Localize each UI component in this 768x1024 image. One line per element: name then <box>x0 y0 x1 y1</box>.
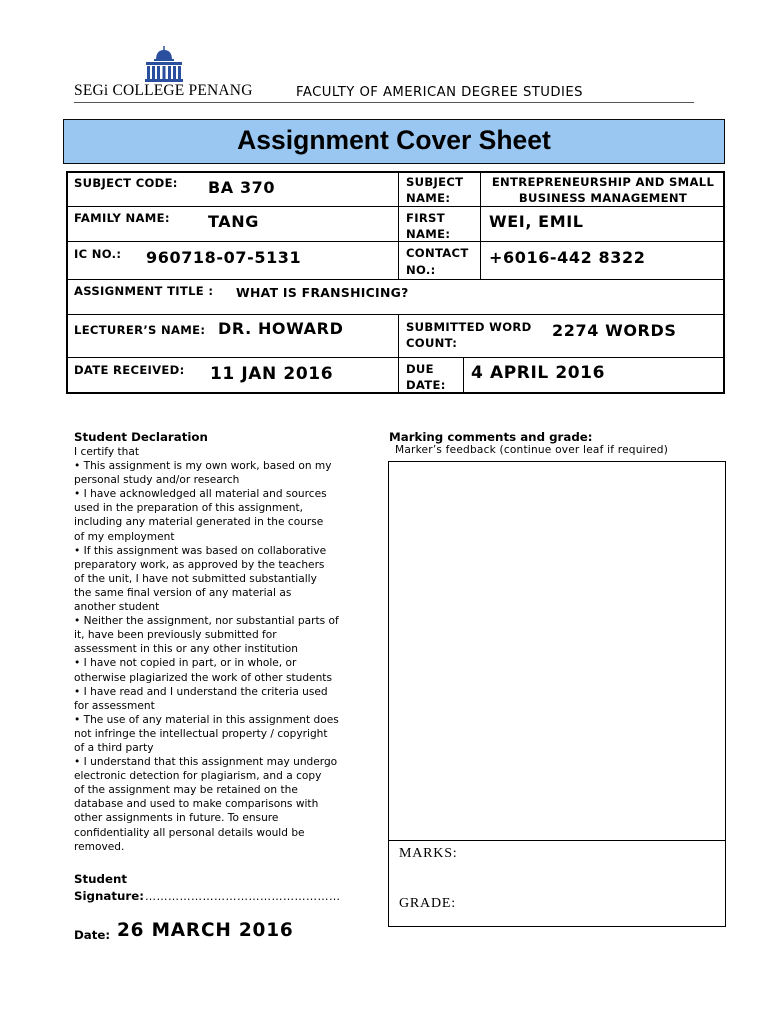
lecturer-name-value: DR. HOWARD <box>218 319 344 338</box>
declaration-line: for assessment <box>74 699 155 712</box>
assignment-title-label: ASSIGNMENT TITLE : <box>74 284 214 298</box>
declaration-line: of my employment <box>74 530 175 543</box>
table-divider <box>68 357 723 358</box>
declaration-line: of a third party <box>74 741 154 754</box>
first-name-label: NAME: <box>406 227 451 241</box>
subject-name-value: ENTREPRENEURSHIP AND SMALL <box>491 175 715 189</box>
ic-no-value: 960718-07-5131 <box>146 248 302 267</box>
declaration-line: including any material generated in the course <box>74 516 324 529</box>
declaration-line: another student <box>74 601 160 614</box>
signature-label: Signature: <box>74 889 144 903</box>
table-divider <box>398 314 399 394</box>
table-divider <box>68 314 723 315</box>
declaration-line: of the assignment may be retained on the <box>74 784 298 797</box>
subject-code-label: SUBJECT CODE: <box>74 176 178 190</box>
date-received-label: DATE RECEIVED: <box>74 363 185 377</box>
declaration-line: • If this assignment was based on collaborative <box>74 544 327 557</box>
declaration-line: I certify that <box>74 446 139 458</box>
table-divider <box>463 357 464 394</box>
lecturer-name-label: LECTURER’S NAME: <box>74 323 206 337</box>
declaration-line: used in the preparation of this assignment, <box>74 502 303 515</box>
marks-divider <box>388 840 726 841</box>
date-value: 26 MARCH 2016 <box>117 920 294 941</box>
family-name-label: FAMILY NAME: <box>74 211 170 225</box>
declaration-line: • I understand that this assignment may undergo <box>74 756 338 769</box>
declaration-line: • I have read and I understand the criteria used <box>74 685 328 698</box>
assignment-title-value: WHAT IS FRANSHICING? <box>236 285 409 300</box>
family-name-value: TANG <box>208 212 259 231</box>
declaration-line: personal study and/or research <box>74 474 240 487</box>
declaration-line: it, have been previously submitted for <box>74 629 277 642</box>
marks-label: MARKS: <box>399 846 458 861</box>
word-count-label: SUBMITTED WORD <box>406 320 532 334</box>
table-divider <box>68 206 723 207</box>
declaration-line: not infringe the intellectual property / copyright <box>74 727 328 740</box>
marker-feedback-label: Marker’s feedback (continue over leaf if required) <box>395 444 669 456</box>
date-label: Date: <box>74 928 111 942</box>
declaration-line: preparatory work, as approved by the teachers <box>74 558 325 571</box>
contact-no-value: +6016-442 8322 <box>489 248 646 267</box>
declaration-line: database and used to make comparisons with <box>74 798 319 811</box>
contact-no-label: CONTACT <box>406 246 469 260</box>
declaration-line: • Neither the assignment, nor substantial parts of <box>74 615 339 628</box>
word-count-value: 2274 WORDS <box>552 321 677 340</box>
subject-name-label: NAME: <box>406 191 451 205</box>
declaration-line: of the unit, I have not submitted substantially <box>74 572 317 585</box>
header-divider <box>74 102 694 103</box>
declaration-line: the same final version of any material as <box>74 586 292 599</box>
faculty-name: FACULTY OF AMERICAN DEGREE STUDIES <box>296 85 583 100</box>
first-name-label: FIRST <box>406 211 445 225</box>
first-name-value: WEI, EMIL <box>489 212 584 231</box>
declaration-line: other assignments in future. To ensure <box>74 812 279 825</box>
page-title: Assignment Cover Sheet <box>237 125 551 155</box>
signature-line: …………………………………………… <box>145 890 341 903</box>
declaration-line: • This assignment is my own work, based on my <box>74 460 332 473</box>
subject-name-label: SUBJECT <box>406 175 464 189</box>
declaration-line: electronic detection for plagiarism, and a copy <box>74 770 322 783</box>
marking-heading: Marking comments and grade: <box>389 430 593 444</box>
college-building-icon <box>143 44 185 84</box>
declaration-heading: Student Declaration <box>74 430 208 444</box>
student-signature-label <box>74 871 144 905</box>
due-date-label: DUE <box>406 362 434 376</box>
due-date-label: DATE: <box>406 378 446 392</box>
ic-no-label: IC NO.: <box>74 247 122 261</box>
due-date-value: 4 APRIL 2016 <box>471 363 606 383</box>
declaration-line: confidentiality all personal details would be <box>74 826 305 839</box>
declaration-line: otherwise plagiarized the work of other students <box>74 671 332 684</box>
subject-name-value: BUSINESS MANAGEMENT <box>518 191 688 205</box>
declaration-line: • I have not copied in part, or in whole, or <box>74 657 297 670</box>
declaration-line: • The use of any material in this assignment does <box>74 713 339 726</box>
table-divider <box>68 241 723 242</box>
grade-label: GRADE: <box>399 896 456 911</box>
contact-no-label: NO.: <box>406 263 436 277</box>
student-label: Student <box>74 872 128 886</box>
subject-code-value: BA 370 <box>208 178 276 197</box>
date-received-value: 11 JAN 2016 <box>210 364 334 384</box>
declaration-line: removed. <box>74 840 125 853</box>
table-divider <box>68 279 723 280</box>
student-info-table <box>66 171 725 394</box>
declaration-line: • I have acknowledged all material and sources <box>74 488 327 501</box>
word-count-label: COUNT: <box>406 336 458 350</box>
table-divider <box>480 173 481 280</box>
declaration-line: assessment in this or any other institution <box>74 643 298 656</box>
college-name: SEGi COLLEGE PENANG <box>74 82 253 99</box>
title-banner <box>63 119 725 164</box>
table-divider <box>398 173 399 280</box>
declaration-text <box>74 445 339 854</box>
